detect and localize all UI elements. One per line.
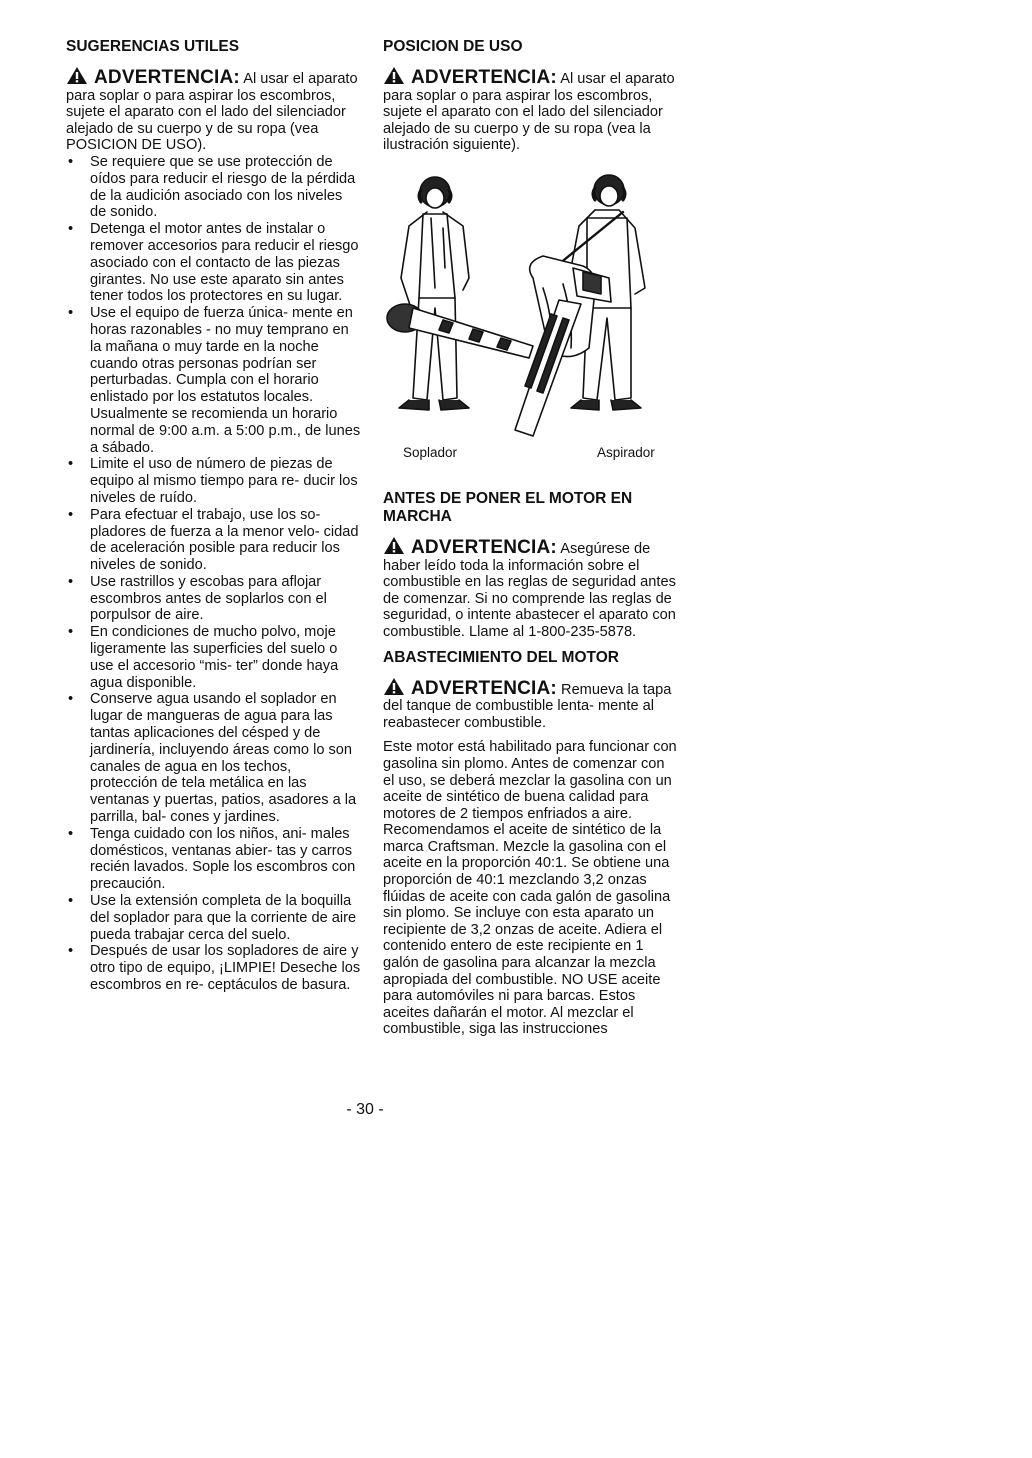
list-item: • Después de usar los sopladores de aire y otro tipo de equipo, ¡LIMPIE! Deseche los escombros en re- ceptáculos de basura. [66,943,362,993]
warning-text: Asegúrese de haber leído toda la información sobre el combustible en las reglas de seguridad antes de comenzar. Si no comprende las reglas de seguridad, o intente abastecer el aparato con combustible. Llame al 1-800-235-5878. [383,540,676,640]
tips-list [66,154,362,994]
fuel-body-text: Este motor está habilitado para funcionar con gasolina sin plomo. Antes de comenzar con el uso, se deberá mezclar la gasolina con un aceite de sintético de buena calidad para motores de 2 tiempos enfriados a aire. Recomendamos el aceite de sintético de la marca Craftsman. Mezcle la gasolina con el aceite en la proporción 40:1. Se obtiene una proporción de 40:1 mezclando 3,2 onzas flúidas de aceite con cada galón de gasolina sin plomo. Se incluye con esta aparato un recipiente de 3,2 onzas de aceite. Adiera el contenido entero de este recipiente en 1 galón de gasolina para alcanzar la mezcla apropiada del combustible. NO USE aceite para automóviles ni para barcas. Estos aceites dañarán el motor. Al mezclar el combustible, siga las instrucciones [383,739,677,1038]
list-item: • En condiciones de mucho polvo, moje ligeramente las superficies del suelo o use el accesorio “mis- ter” donde haya agua disponible. [66,624,362,691]
list-item: • Limite el uso de número de piezas de equipo al mismo tiempo para re- ducir los niveles de ruído. [66,456,362,506]
caption-aspirador: Aspirador [597,444,655,460]
left-column [66,38,362,994]
list-item: • Use la extensión completa de la boquilla del soplador para que la corriente de aire pueda trabajar cerca del suelo. [66,893,362,943]
section-heading-posicion: POSICION DE USO [383,38,523,55]
warning-block [383,66,679,154]
warning-triangle-icon [383,66,405,85]
page-number: - 30 - [346,1101,384,1118]
list-item: • Para efectuar el trabajo, use los so- pladores de fuerza a la menor velo- cidad de aceleración posible para reducir los niveles de sonido. [66,507,362,574]
warning-triangle-icon [383,536,405,555]
warning-title: ADVERTENCIA: [411,536,557,558]
warning-triangle-icon [66,66,88,85]
list-item: • Use el equipo de fuerza única- mente en horas razonables - no muy temprano en la mañana o muy tarde en la noche cuando otras personas podrían ser perturbadas. Cumpla con el horario enlistado por los estatutos locales. Usualmente se recomienda un horario normal de 9:00 a.m. a 5:00 p.m., de lunes a sábado. [66,305,362,456]
warning-text: Al usar el aparato para soplar o para aspirar los escombros, sujete el aparato con el lado del silenciador alejado de su cuerpo y de su ropa (vea POSICION DE USO). [66,71,358,154]
warning-triangle-icon [383,677,405,696]
list-item: • Tenga cuidado con los niños, ani- males domésticos, ventanas abier- tas y carros recién lavados. Sople los escombros con precaución. [66,826,362,893]
caption-soplador: Soplador [403,444,458,460]
warning-block [383,677,679,732]
warning-block [383,536,679,641]
section-heading-antes: ANTES DE PONER EL MOTOR EN MARCHA [383,489,633,525]
warning-block [66,66,362,154]
warning-text: Remueva la tapa del tanque de combustible lenta- mente al reabastecer combustible. [383,681,672,731]
warning-title: ADVERTENCIA: [94,67,240,88]
blower-vacuum-operators-drawing [383,168,679,443]
list-item: • Use rastrillos y escobas para aflojar escombros antes de soplarlos con el porpulsor de aire. [66,574,362,624]
section-heading-abastecimiento: ABASTECIMIENTO DEL MOTOR [383,648,619,666]
warning-text: Al usar el aparato para soplar o para aspirar los escombros, sujete el aparato con el lado del silenciador alejado de su cuerpo y de su ropa (vea la ilustración siguiente). [383,71,675,154]
section-heading-sugerencias: SUGERENCIAS UTILES [66,38,240,55]
warning-title: ADVERTENCIA: [411,677,557,699]
list-item: • Conserve agua usando el soplador en lugar de mangueras de agua para las tantas aplicaciones del césped y de jardinería, incluyendo áreas como lo son canales de agua en los techos, protección de tela metálica en las ventanas y puertas, patios, asadores a la parrilla, bal- cones y jardines. [66,691,362,825]
list-item: • Detenga el motor antes de instalar o remover accesorios para reducir el riesgo asociado con el contacto de las piezas girantes. No use este aparato sin antes tener todos los protectores en su lugar. [66,221,362,305]
warning-title: ADVERTENCIA: [411,67,557,88]
list-item: • Se requiere que se use protección de oídos para reducir el riesgo de la pérdida de la audición asociado con los niveles de sonido. [66,154,362,221]
operating-position-illustration [383,168,679,468]
right-column [383,38,679,1038]
